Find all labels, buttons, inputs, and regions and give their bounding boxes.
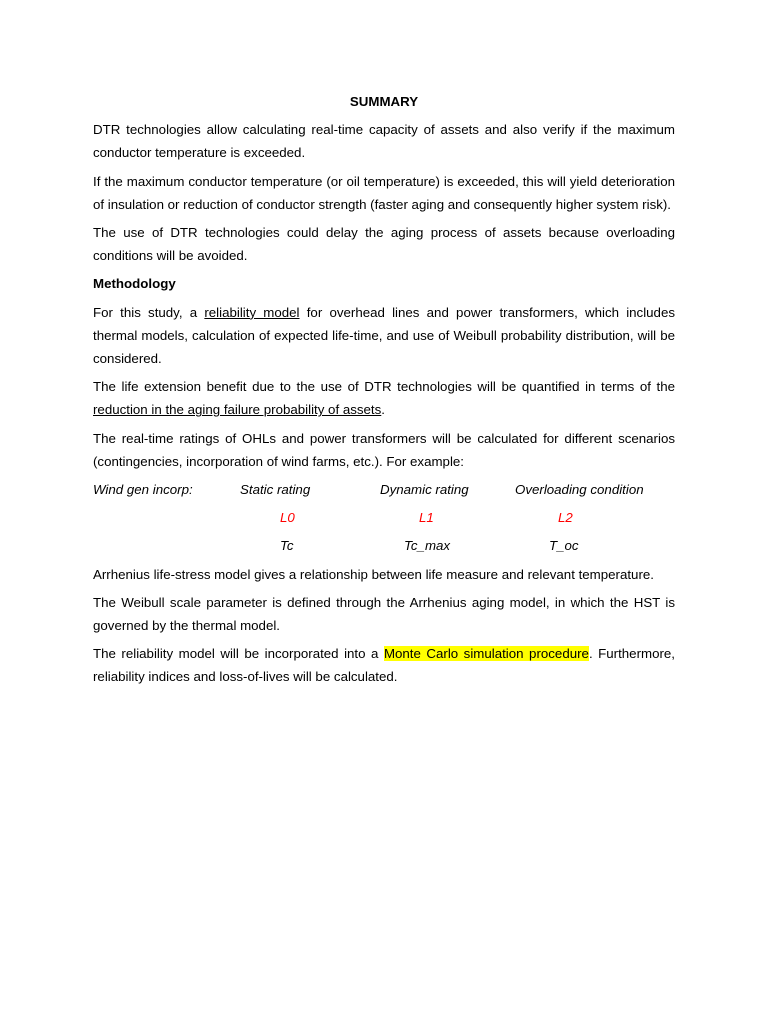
table-header-row (93, 478, 675, 501)
text-segment: For this study, a (93, 304, 205, 320)
text-segment: The life extension benefit due to the use of DTR technologies will be quantified in terms of the (93, 379, 675, 395)
text-segment: The reliability model will be incorporated into a (93, 646, 384, 662)
table-cell-tc: Tc (280, 538, 294, 554)
section-heading-methodology: Methodology (93, 276, 176, 292)
table-row-temperatures (93, 534, 675, 557)
paragraph-temperature-exceeded: If the maximum conductor temperature (or oil temperature) is exceeded, this will yield deterioration of insulation or reduction of conductor strength (faster aging and consequently higher system risk). (93, 173, 675, 212)
paragraph-weibull-scale: The Weibull scale parameter is defined through the Arrhenius aging model, in which the HST is governed by the thermal model. (93, 594, 675, 634)
table-header-wind-gen: Wind gen incorp: (93, 482, 193, 498)
table-cell-l1: L1 (419, 510, 434, 526)
document-page (93, 90, 675, 694)
table-cell-l0: L0 (280, 510, 295, 526)
table-header-overloading: Overloading condition (515, 482, 644, 498)
table-cell-tc-max: Tc_max (404, 538, 451, 554)
paragraph-dtr-intro: DTR technologies allow calculating real-time capacity of assets and also verify if the maximum conductor temperature is exceeded. (93, 122, 675, 161)
table-row-loads (93, 506, 675, 529)
table-cell-t-oc: T_oc (549, 538, 579, 554)
document-title: SUMMARY (349, 94, 419, 109)
paragraph-arrhenius: Arrhenius life-stress model gives a relationship between life measure and relevant temperature. (93, 566, 654, 582)
text-segment: . Furthermore, reliability indices and loss-of-lives will be calculated. (93, 646, 675, 685)
paragraph-monte-carlo (93, 642, 675, 688)
paragraph-aging-delay: The use of DTR technologies could delay the aging process of assets because overloading conditions will be avoided. (93, 225, 675, 264)
paragraph-life-extension (93, 375, 675, 421)
underlined-aging-failure-reduction: reduction in the aging failure probability of assets (93, 402, 382, 418)
underlined-reliability-model: reliability model (204, 304, 300, 320)
highlighted-monte-carlo: Monte Carlo simulation procedure (383, 646, 589, 662)
paragraph-real-time-ratings: The real-time ratings of OHLs and power transformers will be calculated for different scenarios (contingencies, incorporation of wind farms, etc.). For example: (93, 430, 675, 469)
table-header-static-rating: Static rating (240, 482, 311, 498)
table-cell-l2: L2 (558, 510, 573, 526)
paragraph-reliability-model (93, 301, 675, 371)
text-segment: for overhead lines and power transformers, which includes thermal models, calculation of expected life-time, and use of Weibull probability distribution, will be considered. (93, 304, 675, 367)
table-header-dynamic-rating: Dynamic rating (380, 482, 469, 498)
text-segment: . (381, 402, 385, 418)
